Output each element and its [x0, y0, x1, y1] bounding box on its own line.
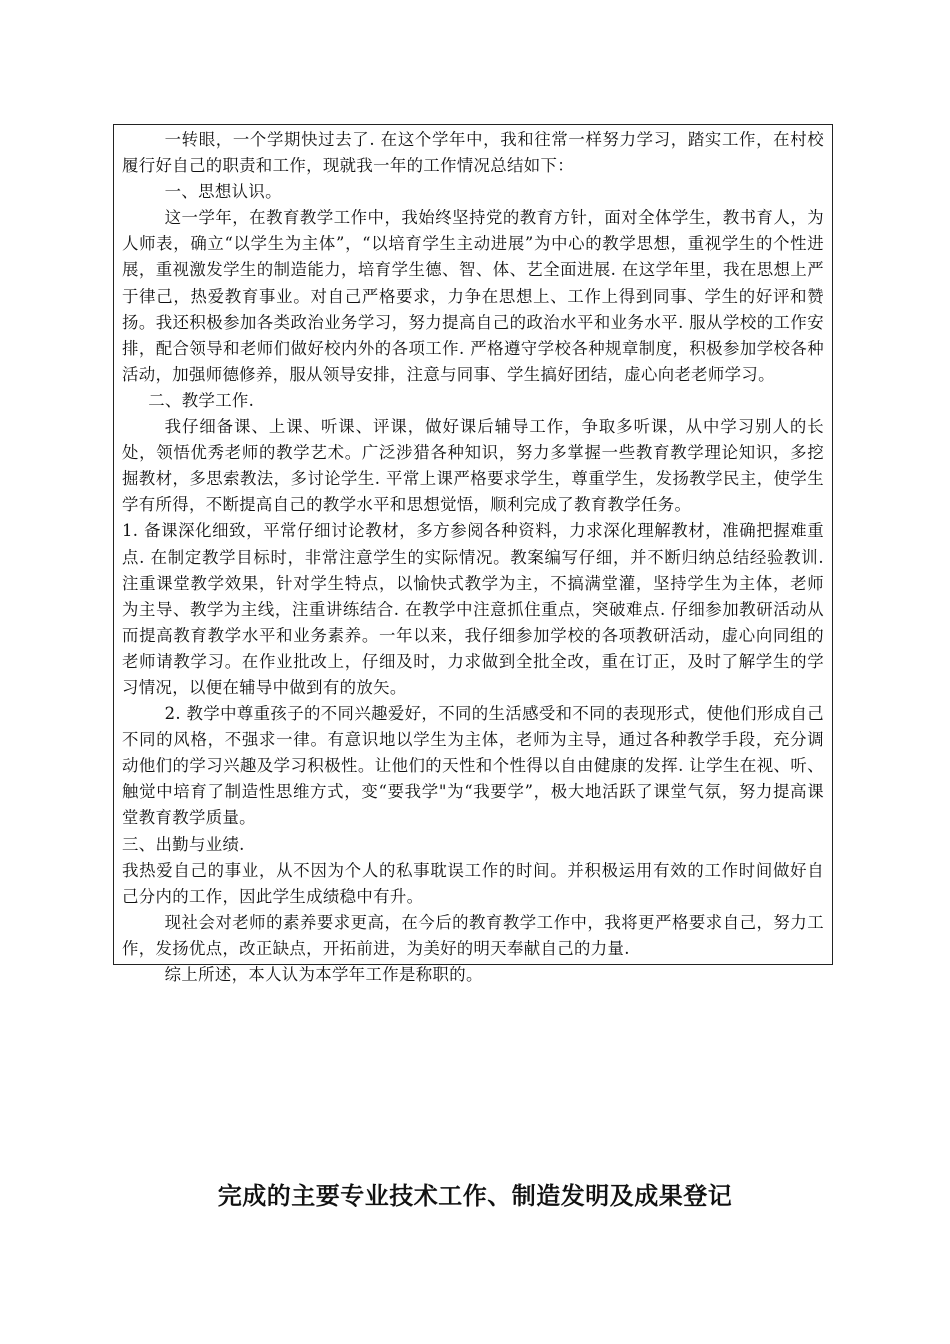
- section-title: 完成的主要专业技术工作、制造发明及成果登记: [217, 1182, 733, 1210]
- section-heading-attendance: 三、出勤与业绩.: [122, 834, 245, 854]
- paragraph-attendance: 我热爱自己的事业，从不因为个人的私事耽误工作的时间。并积极运用有效的工作时间做好自己分内的工作，因此学生成绩稳中有升。: [122, 860, 824, 906]
- paragraph-intro: 一转眼，一个学期快过去了. 在这个学年中，我和往常一样努力学习，踏实工作，在村校履行好自己的职责和工作，现就我一年的工作情况总结如下：: [122, 130, 824, 176]
- paragraph-thought: 这一学年，在教育教学工作中，我始终坚持党的教育方针，面对全体学生，教书育人，为人师表，确立“以学生为主体”，“以培育学生主动进展”为中心的教学思想，重视学生的个性进展，重视激发学生的制造能力，培育学生德、智、体、艺全面进展. 在这学年里，我在思想上严于律己，热爱教育事业。对自己严格要求，力争在思想上、工作上得到同事、学生的好评和赞扬。我还积极参加各类政治业务学习，努力提高自己的政治水平和业务水平. 服从学校的工作安排，配合领导和老师们做好校内外的各项工作. 严格遵守学校各种规章制度，积极参加学校各种活动，加强师德修养，服从领导安排，注意与同事、学生搞好团结，虚心向老老师学习。: [122, 208, 824, 384]
- paragraph-teaching-point-2: 2. 教学中尊重孩子的不同兴趣爱好，不同的生活感受和不同的表现形式，使他们形成自己不同的风格，不强求一律。有意识地以学生为主体，老师为主导，通过各种教学手段，充分调动他们的学习兴趣及学习积极性。让他们的天性和个性得以自由健康的发挥. 让学生在视、听、触觉中培育了制造性思维方式，变“要我学"为“我要学”，极大地活跃了课堂气氛，努力提高课堂教育教学质量。: [122, 704, 824, 828]
- paragraph-teaching-point-1: 1. 备课深化细致，平常仔细讨论教材，多方参阅各种资料，力求深化理解教材，准确把握难重点. 在制定教学目标时，非常注意学生的实际情况。教案编写仔细，并不断归纳总结经验教训. 注重课堂教学效果，针对学生特点，以愉快式教学为主，不搞满堂灌，坚持学生为主体，老师为主导、教学为主线，注重讲练结合. 在教学中注意抓住重点，突破难点. 仔细参加教研活动从而提高教育教学水平和业务素养。一年以来，我仔细参加学校的各项教研活动，虚心向同组的老师请教学习。在作业批改上，仔细及时，力求做到全批全改，重在订正，及时了解学生的学习情况，以便在辅导中做到有的放矢。: [122, 521, 824, 697]
- summary-text-box: [113, 124, 833, 984]
- paragraph-outlook: 现社会对老师的素养要求更高，在今后的教育教学工作中，我将更严格要求自己，努力工作，发扬优点，改正缺点，开拓前进，为美好的明天奉献自己的力量.: [122, 912, 824, 958]
- section-heading-teaching: 二、教学工作.: [148, 390, 255, 410]
- paragraph-conclusion: 综上所述，本人认为本学年工作是称职的。: [164, 965, 483, 984]
- paragraph-teaching: 我仔细备课、上课、听课、评课，做好课后辅导工作，争取多听课，从中学习别人的长处，领悟优秀老师的教学艺术。广泛涉猎各种知识，努力多掌握一些教育教学理论知识，多挖掘教材，多思索教法，多讨论学生. 平常上课严格要求学生，尊重学生，发扬教学民主，使学生学有所得，不断提高自己的教学水平和思想觉悟，顺利完成了教育教学任务。: [122, 417, 824, 515]
- section-heading-thought: 一、思想认识。: [164, 182, 282, 202]
